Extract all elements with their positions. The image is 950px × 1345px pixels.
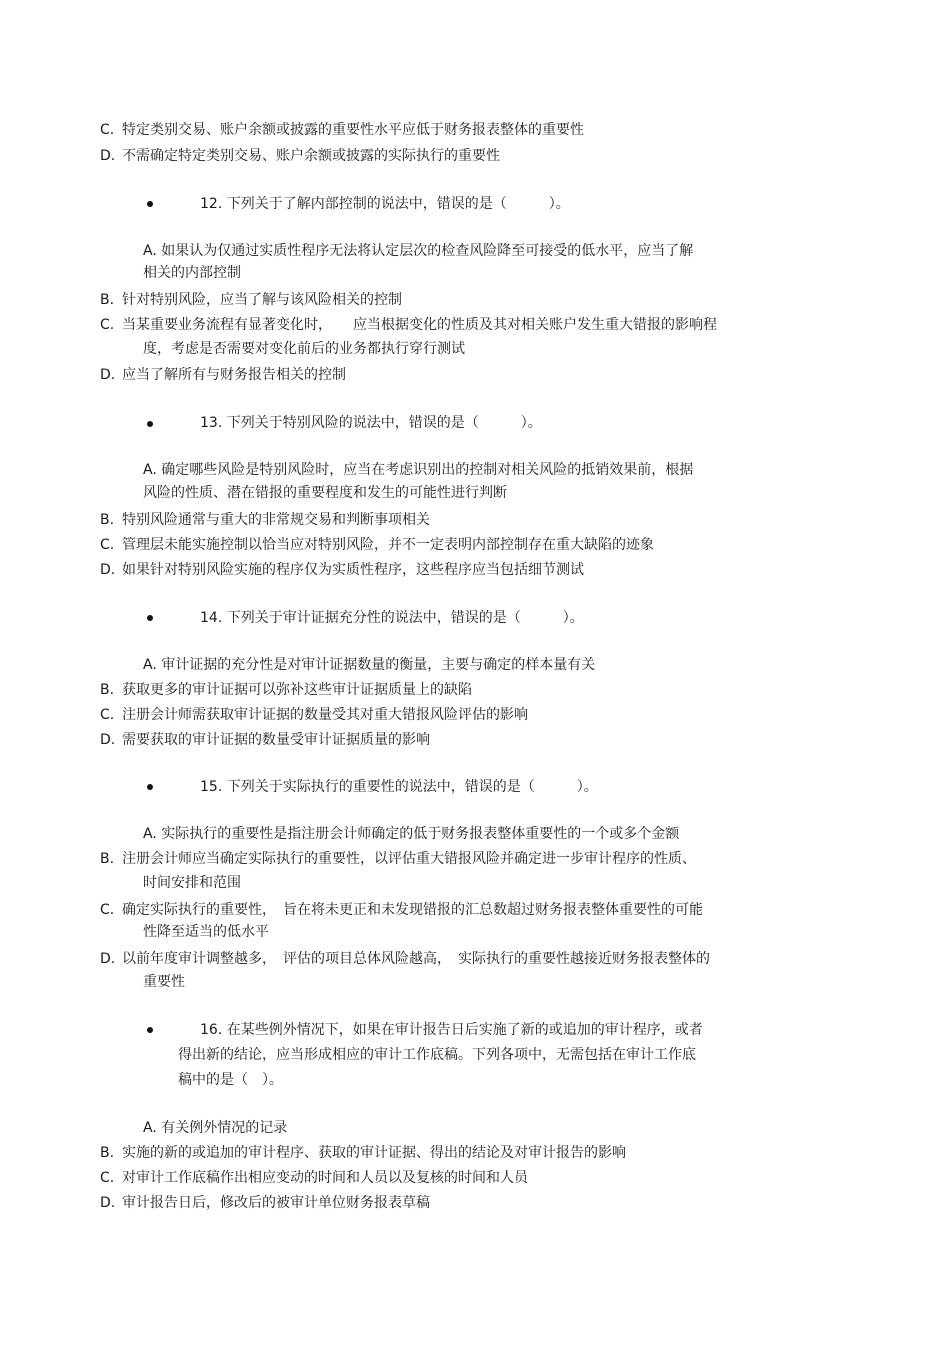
- option-letter: D.: [100, 148, 116, 164]
- q16-option-d: [100, 1194, 430, 1212]
- q12-option-a-line2: 相关的内部控制: [143, 265, 241, 281]
- bullet-icon: [147, 1027, 153, 1033]
- option-text: 获取更多的审计证据可以弥补这些审计证据质量上的缺陷: [122, 682, 472, 698]
- option-text: 应当了解所有与财务报告相关的控制: [122, 367, 346, 383]
- option-letter: B.: [100, 512, 115, 528]
- q15-option-a: A. 实际执行的重要性是指注册会计师确定的低于财务报表整体重要性的一个或多个金额: [143, 826, 680, 842]
- option-text: 以前年度审计调整越多， 评估的项目总体风险越高， 实际执行的重要性越接近财务报表整体的: [122, 951, 710, 967]
- option-text: 当某重要业务流程有显著变化时， 应当根据变化的性质及其对相关账户发生重大错报的影响程: [122, 317, 717, 333]
- option-text: 实施的新的或追加的审计程序、获取的审计证据、得出的结论及对审计报告的影响: [122, 1145, 626, 1161]
- option-letter: B.: [100, 292, 115, 308]
- option-letter: C.: [100, 317, 115, 333]
- option-letter: D.: [100, 1195, 116, 1211]
- option-letter: B.: [100, 851, 115, 867]
- q15-option-c-line2: 性降至适当的低水平: [143, 924, 269, 940]
- option-letter: D.: [100, 951, 116, 967]
- option-text: 针对特别风险，应当了解与该风险相关的控制: [122, 292, 402, 308]
- q15-option-d: [100, 950, 710, 968]
- option-text: 需要获取的审计证据的数量受审计证据质量的影响: [122, 732, 430, 748]
- bullet-icon: [147, 784, 153, 790]
- q14-option-c: [100, 706, 528, 724]
- q12-option-b: [100, 291, 402, 309]
- option-text: 对审计工作底稿作出相应变动的时间和人员以及复核的时间和人员: [122, 1170, 528, 1186]
- bullet-icon: [147, 421, 153, 427]
- option-letter: C.: [100, 537, 115, 553]
- q16-option-b: [100, 1144, 626, 1162]
- option-text: 特别风险通常与重大的非常规交易和判断事项相关: [122, 512, 430, 528]
- q12-option-a-line1: A. 如果认为仅通过实质性程序无法将认定层次的检查风险降至可接受的低水平，应当了解: [143, 243, 694, 259]
- question-16-stem-line2: 得出新的结论，应当形成相应的审计工作底稿。下列各项中，无需包括在审计工作底: [178, 1047, 696, 1063]
- q15-option-c: [100, 901, 703, 919]
- option-letter: C.: [100, 122, 115, 138]
- option-letter: C.: [100, 902, 115, 918]
- question-16-stem-line1: 16. 在某些例外情况下，如果在审计报告日后实施了新的或追加的审计程序，或者: [200, 1022, 703, 1038]
- q12-option-c-line2: 度，考虑是否需要对变化前后的业务都执行穿行测试: [143, 341, 465, 357]
- q14-option-a: A. 审计证据的充分性是对审计证据数量的衡量，主要与确定的样本量有关: [143, 657, 596, 673]
- option-text: 审计报告日后，修改后的被审计单位财务报表草稿: [122, 1195, 430, 1211]
- q15-option-b: [100, 850, 696, 868]
- option-text: 不需确定特定类别交易、账户余额或披露的实际执行的重要性: [122, 148, 500, 164]
- q14-option-d: [100, 731, 430, 749]
- q12-option-d: [100, 366, 346, 384]
- q15-option-d-line2: 重要性: [143, 974, 185, 990]
- option-text: 注册会计师应当确定实际执行的重要性，以评估重大错报风险并确定进一步审计程序的性质、: [122, 851, 696, 867]
- option-letter: B.: [100, 1145, 115, 1161]
- bullet-icon: [147, 615, 153, 621]
- q16-option-a: A. 有关例外情况的记录: [143, 1120, 288, 1136]
- option-text: 注册会计师需获取审计证据的数量受其对重大错报风险评估的影响: [122, 707, 528, 723]
- question-15-stem: 15. 下列关于实际执行的重要性的说法中，错误的是（ ）。: [200, 779, 598, 795]
- option-letter: D.: [100, 732, 116, 748]
- question-14-stem: 14. 下列关于审计证据充分性的说法中，错误的是（ ）。: [200, 610, 584, 626]
- option-letter: D.: [100, 562, 116, 578]
- option-letter: B.: [100, 682, 115, 698]
- bullet-icon: [147, 201, 153, 207]
- option-text: 确定实际执行的重要性， 旨在将未更正和未发现错报的汇总数超过财务报表整体重要性的可能: [122, 902, 703, 918]
- q13-option-a-line2: 风险的性质、潜在错报的重要程度和发生的可能性进行判断: [143, 485, 507, 501]
- question-13-stem: 13. 下列关于特别风险的说法中，错误的是（ ）。: [200, 415, 542, 431]
- q14-option-b: [100, 681, 472, 699]
- q12-option-c: [100, 316, 717, 334]
- option-text: 特定类别交易、账户余额或披露的重要性水平应低于财务报表整体的重要性: [122, 122, 584, 138]
- option-c: [100, 121, 584, 139]
- option-text: 如果针对特别风险实施的程序仅为实质性程序，这些程序应当包括细节测试: [122, 562, 584, 578]
- option-letter: D.: [100, 367, 116, 383]
- q13-option-d: [100, 561, 584, 579]
- q13-option-c: [100, 536, 654, 554]
- option-letter: C.: [100, 1170, 115, 1186]
- q13-option-b: [100, 511, 430, 529]
- question-16-stem-line3: 稿中的是（ ）。: [178, 1072, 283, 1088]
- question-12-stem: 12. 下列关于了解内部控制的说法中，错误的是（ ）。: [200, 196, 570, 212]
- q15-option-b-line2: 时间安排和范围: [143, 875, 241, 891]
- option-letter: C.: [100, 707, 115, 723]
- option-text: 管理层未能实施控制以恰当应对特别风险，并不一定表明内部控制存在重大缺陷的迹象: [122, 537, 654, 553]
- q13-option-a-line1: A. 确定哪些风险是特别风险时，应当在考虑识别出的控制对相关风险的抵销效果前，根据: [143, 462, 694, 478]
- option-d: [100, 147, 500, 165]
- q16-option-c: [100, 1169, 528, 1187]
